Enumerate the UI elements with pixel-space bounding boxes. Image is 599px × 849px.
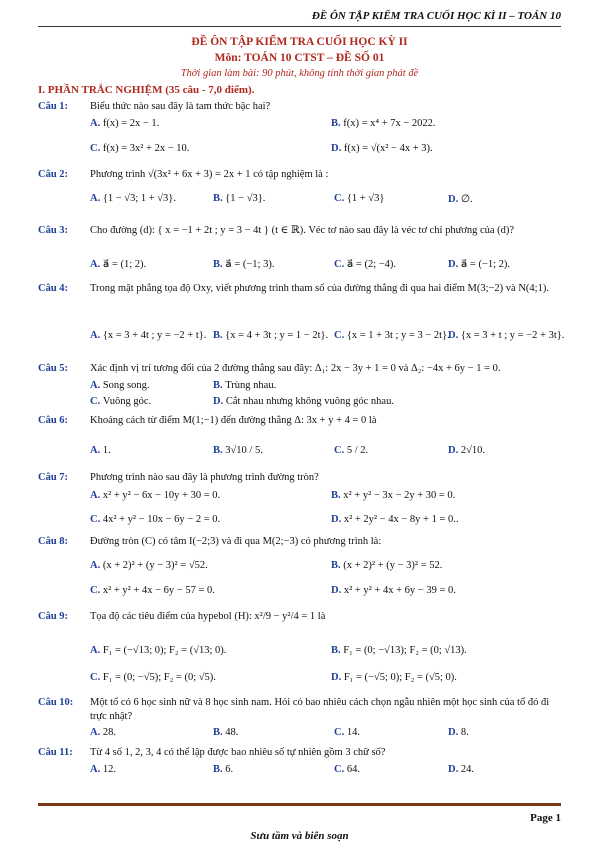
option-letter: B. [213, 259, 226, 270]
question-text: Phương trình nào sau đây là phương trình đường tròn? [90, 472, 319, 483]
option-letter: A. [90, 118, 103, 129]
question-text: Đường tròn (C) có tâm I(−2;3) và đi qua M(2;−3) có phương trình là: [90, 536, 382, 547]
option-text: 1. [102, 445, 111, 456]
option-text: x² + 2y² − 4x − 8y + 1 = 0.. [343, 514, 459, 525]
option-letter: A. [90, 380, 103, 391]
option-text: a⃗ = (−1; 2). [460, 259, 511, 270]
option-text: x² + y² − 6x − 10y + 30 = 0. [102, 490, 221, 501]
answer-option [334, 727, 360, 738]
answer-option [90, 193, 176, 204]
option-letter: D. [448, 259, 461, 270]
option-letter: C. [90, 514, 103, 525]
answer-option [448, 193, 473, 205]
option-letter: A. [90, 193, 103, 204]
option-letter: C. [90, 396, 103, 407]
option-letter: D. [448, 727, 461, 738]
question-number: Câu 1: [38, 101, 69, 112]
option-text: F₁ = (−√13; 0); F₂ = (√13; 0). [102, 645, 227, 656]
answer-option [331, 118, 436, 129]
option-text: a⃗ = (1; 2). [102, 259, 147, 270]
exam-time: Thời gian làm bài: 90 phút, không tính thời gian phát đề [180, 68, 419, 79]
option-text: F₁ = (0; −√5); F₂ = (0; √5). [102, 672, 216, 683]
option-letter: A. [90, 560, 103, 571]
answer-option [448, 727, 469, 738]
option-letter: C. [90, 585, 103, 596]
answer-option [90, 672, 216, 683]
option-letter: C. [90, 143, 103, 154]
page-header: ĐỀ ÔN TẬP KIỂM TRA CUỐI HỌC KÌ II – TOÁN 10 [311, 10, 561, 22]
page-number: Page 1 [530, 812, 561, 824]
answer-option [448, 258, 510, 270]
option-text: 24. [460, 764, 474, 775]
option-letter: D. [448, 445, 461, 456]
answer-option [331, 560, 442, 571]
question-number: Câu 10: [38, 697, 74, 708]
option-letter: A. [90, 330, 103, 341]
question-text: Khoảng cách từ điểm M(1;−1) đến đường thẳng Δ: 3x + y + 4 = 0 là [90, 415, 377, 426]
answer-option [213, 445, 263, 456]
option-letter: B. [213, 193, 226, 204]
footer-divider [38, 803, 561, 806]
exam-title: ĐỀ ÔN TẬP KIỂM TRA CUỐI HỌC KỲ II [191, 36, 408, 48]
exam-subject: Môn: TOÁN 10 CTST – ĐỀ SỐ 01 [214, 52, 385, 64]
option-text: f(x) = x⁴ + 7x − 2022. [343, 118, 436, 129]
option-text: 48. [225, 727, 239, 738]
option-letter: A. [90, 445, 103, 456]
answer-option [90, 445, 111, 456]
option-text: x² + y² + 4x + 6y − 39 = 0. [343, 585, 456, 596]
question-text: Phương trình √(3x² + 6x + 3) = 2x + 1 có tập nghiệm là : [90, 169, 329, 180]
answer-option [331, 143, 433, 154]
answer-option [448, 445, 485, 456]
option-text: Cắt nhau nhưng không vuông góc nhau. [225, 396, 394, 407]
option-text: 4x² + y² − 10x − 6y − 2 = 0. [102, 514, 221, 525]
question-number: Câu 2: [38, 169, 69, 180]
answer-option [213, 380, 276, 391]
option-letter: B. [213, 330, 226, 341]
answer-option [90, 118, 159, 129]
option-text: 64. [346, 764, 360, 775]
option-text: {1 − √3}. [225, 193, 266, 204]
footer-note: Sưu tầm và biên soạn [250, 830, 349, 842]
option-letter: B. [331, 560, 344, 571]
answer-option [334, 445, 368, 456]
question-number: Câu 7: [38, 472, 69, 483]
answer-option [334, 330, 450, 341]
option-text: {1 − √3; 1 + √3}. [102, 193, 176, 204]
question-number: Câu 3: [38, 225, 69, 236]
question-text: Biểu thức nào sau đây là tam thức bậc hai? [90, 101, 271, 112]
option-text: f(x) = √(x² − 4x + 3). [343, 143, 433, 154]
option-text: 8. [460, 727, 469, 738]
option-text: {x = 1 + 3t ; y = 3 − 2t}. [346, 330, 450, 341]
option-letter: D. [213, 396, 226, 407]
option-text: (x + 2)² + (y − 3)² = 52. [343, 560, 443, 571]
option-text: Song song. [102, 380, 150, 391]
option-letter: A. [90, 490, 103, 501]
option-text: a⃗ = (−1; 3). [225, 259, 275, 270]
option-text: f(x) = 3x² + 2x − 10. [102, 143, 190, 154]
question-number: Câu 4: [38, 283, 69, 294]
answer-option [90, 380, 150, 391]
option-letter: B. [331, 645, 344, 656]
answer-option [90, 396, 151, 407]
question-text: Cho đường (d): { x = −1 + 2t ; y = 3 − 4t } (t ∈ ℝ). Véc tơ nào sau đây là véc tơ chỉ phương của (d)? [90, 225, 515, 236]
question-number: Câu 11: [38, 747, 73, 758]
option-letter: D. [448, 330, 461, 341]
option-text: F₁ = (−√5; 0); F₂ = (√5; 0). [343, 672, 457, 683]
answer-option [213, 727, 238, 738]
option-text: 12. [102, 764, 116, 775]
option-letter: C. [334, 727, 347, 738]
question-text: Từ 4 số 1, 2, 3, 4 có thể lập được bao nhiêu số tự nhiên gồm 3 chữ số? [90, 747, 386, 758]
option-letter: B. [331, 490, 344, 501]
option-letter: B. [213, 727, 226, 738]
answer-option [90, 727, 116, 738]
answer-option [90, 645, 226, 656]
option-letter: C. [334, 764, 347, 775]
option-letter: A. [90, 764, 103, 775]
answer-option [331, 514, 459, 525]
option-letter: A. [90, 645, 103, 656]
question-text: Tọa độ các tiêu điểm của hypebol (H): x²/9 − y²/4 = 1 là [90, 611, 326, 622]
option-letter: B. [213, 764, 226, 775]
answer-option [331, 645, 467, 656]
option-text: Vuông góc. [102, 396, 152, 407]
answer-option [334, 764, 360, 775]
question-number: Câu 8: [38, 536, 69, 547]
option-letter: B. [213, 445, 226, 456]
answer-option [334, 258, 396, 270]
option-letter: C. [90, 672, 103, 683]
answer-option [213, 193, 265, 204]
answer-option [90, 585, 215, 596]
option-text: {x = 3 + 4t ; y = −2 + t}. [102, 330, 207, 341]
option-letter: D. [331, 585, 344, 596]
option-text: 14. [346, 727, 360, 738]
option-text: 3√10 / 5. [225, 445, 263, 456]
option-text: 2√10. [460, 445, 485, 456]
option-text: x² + y² + 4x − 6y − 57 = 0. [102, 585, 215, 596]
question-text: Một tổ có 6 học sinh nữ và 8 học sinh nam. Hỏi có bao nhiêu cách chọn ngẫu nhiên một học sinh của tổ đó đi trực nhật? [90, 697, 550, 722]
answer-option [331, 585, 456, 596]
answer-option [90, 514, 220, 525]
question-text: Trong mặt phẳng tọa độ Oxy, viết phương trình tham số của đường thẳng đi qua hai điểm M(3;−2) và N(4;1). [90, 283, 549, 294]
option-letter: D. [448, 194, 461, 205]
answer-option [213, 396, 394, 407]
option-letter: B. [331, 118, 344, 129]
answer-option [334, 193, 384, 204]
option-text: x² + y² − 3x − 2y + 30 = 0. [343, 490, 456, 501]
option-letter: D. [448, 764, 461, 775]
option-letter: A. [90, 727, 103, 738]
answer-option [213, 764, 233, 775]
answer-option [331, 490, 455, 501]
option-text: Trùng nhau. [225, 380, 277, 391]
part-heading: I. PHẦN TRẮC NGHIỆM (35 câu - 7,0 điểm). [38, 84, 255, 96]
answer-option [90, 143, 189, 154]
option-letter: A. [90, 259, 103, 270]
option-text: (x + 2)² + (y − 3)² = √52. [102, 560, 208, 571]
answer-option [331, 672, 457, 683]
option-text: f(x) = 2x − 1. [102, 118, 160, 129]
answer-option [448, 764, 474, 775]
question-number: Câu 6: [38, 415, 69, 426]
option-letter: D. [331, 672, 344, 683]
answer-option [213, 258, 274, 270]
option-text: a⃗ = (2; −4). [346, 259, 397, 270]
answer-option [213, 330, 328, 341]
option-letter: D. [331, 143, 344, 154]
question-number: Câu 9: [38, 611, 69, 622]
option-letter: C. [334, 259, 347, 270]
option-letter: C. [334, 193, 347, 204]
answer-option [448, 330, 564, 341]
option-text: 6. [225, 764, 234, 775]
option-text: ∅. [460, 194, 473, 205]
option-letter: D. [331, 514, 344, 525]
option-letter: C. [334, 330, 347, 341]
option-text: 28. [102, 727, 116, 738]
answer-option [90, 330, 206, 341]
option-text: F₁ = (0; −√13); F₂ = (0; √13). [343, 645, 467, 656]
answer-option [90, 560, 208, 571]
question-text: Xác định vị trí tương đối của 2 đường thẳng sau đây: Δ₁: 2x − 3y + 1 = 0 và Δ₂: −4x + 6y − 1 = 0. [90, 363, 501, 374]
header-divider [38, 26, 561, 27]
option-letter: B. [213, 380, 226, 391]
answer-option [90, 764, 116, 775]
answer-option [90, 490, 220, 501]
question-number: Câu 5: [38, 363, 69, 374]
option-text: {1 + √3} [346, 193, 385, 204]
option-letter: C. [334, 445, 347, 456]
option-text: 5 / 2. [346, 445, 369, 456]
answer-option [90, 258, 146, 270]
option-text: {x = 4 + 3t ; y = 1 − 2t}. [225, 330, 329, 341]
option-text: {x = 3 + t ; y = −2 + 3t}. [460, 330, 565, 341]
